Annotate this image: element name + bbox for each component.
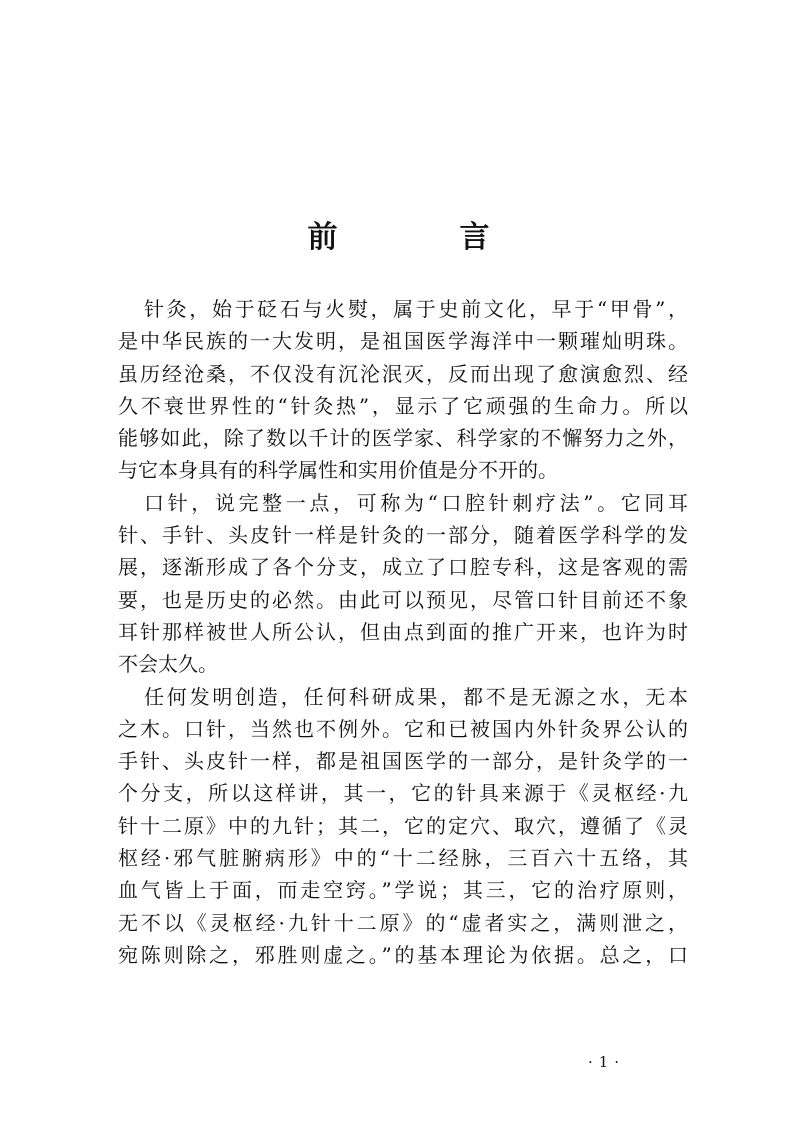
text-line: 不会太久。 bbox=[118, 652, 218, 677]
text-line: 针十二原》中的九针；其二，它的定穴、取穴，遵循了《灵 bbox=[118, 813, 688, 838]
text-line: 宛陈则除之，邪胜则虚之。”的基本理论为依据。总之，口 bbox=[118, 942, 688, 967]
text-line: 针、手针、头皮针一样是针灸的一部分，随着医学科学的发 bbox=[118, 523, 688, 548]
text-line: 枢经·邪气脏腑病形》中的“十二经脉，三百六十五络，其 bbox=[118, 846, 688, 871]
text-line: 耳针那样被世人所公认，但由点到面的推广开来，也许为时 bbox=[118, 619, 688, 644]
text-line: 是中华民族的一大发明，是祖国医学海洋中一颗璀灿明珠。 bbox=[118, 329, 688, 354]
text-line: 无不以《灵枢经·九针十二原》的“虚者实之，满则泄之， bbox=[118, 910, 688, 935]
text-line: 久不衰世界性的“针灸热”，显示了它顽强的生命力。所以 bbox=[118, 393, 688, 418]
text-line: 个分支，所以这样讲，其一，它的针具来源于《灵枢经·九 bbox=[118, 781, 688, 806]
text-line: 口针，说完整一点，可称为“口腔针刺疗法”。它同耳 bbox=[144, 490, 688, 515]
text-line: 血气皆上于面，而走空窍。”学说；其三，它的治疗原则， bbox=[118, 878, 688, 903]
text-line: 虽历经沧桑，不仅没有沉沦泯灭，反而出现了愈演愈烈、经 bbox=[118, 361, 688, 386]
text-line: 针灸，始于砭石与火熨，属于史前文化，早于“甲骨”， bbox=[144, 297, 688, 321]
text-line: 之木。口针，当然也不例外。它和已被国内外针灸界公认的 bbox=[118, 716, 688, 741]
text-line: 要，也是历史的必然。由此可以预见，尽管口针目前还不象 bbox=[118, 587, 688, 612]
page-title: 前 言 bbox=[307, 220, 536, 255]
page-number: ·1· bbox=[588, 1053, 626, 1071]
text-line: 能够如此，除了数以千计的医学家、科学家的不懈努力之外， bbox=[118, 426, 688, 451]
body-text bbox=[118, 293, 688, 971]
text-line: 手针、头皮针一样，都是祖国医学的一部分，是针灸学的一 bbox=[118, 749, 688, 774]
text-line: 任何发明创造，任何科研成果，都不是无源之水，无本 bbox=[144, 684, 688, 709]
text-line: 展，逐渐形成了各个分支，成立了口腔专科，这是客观的需 bbox=[118, 555, 688, 580]
text-line: 与它本身具有的科学属性和实用价值是分不开的。 bbox=[118, 458, 558, 483]
